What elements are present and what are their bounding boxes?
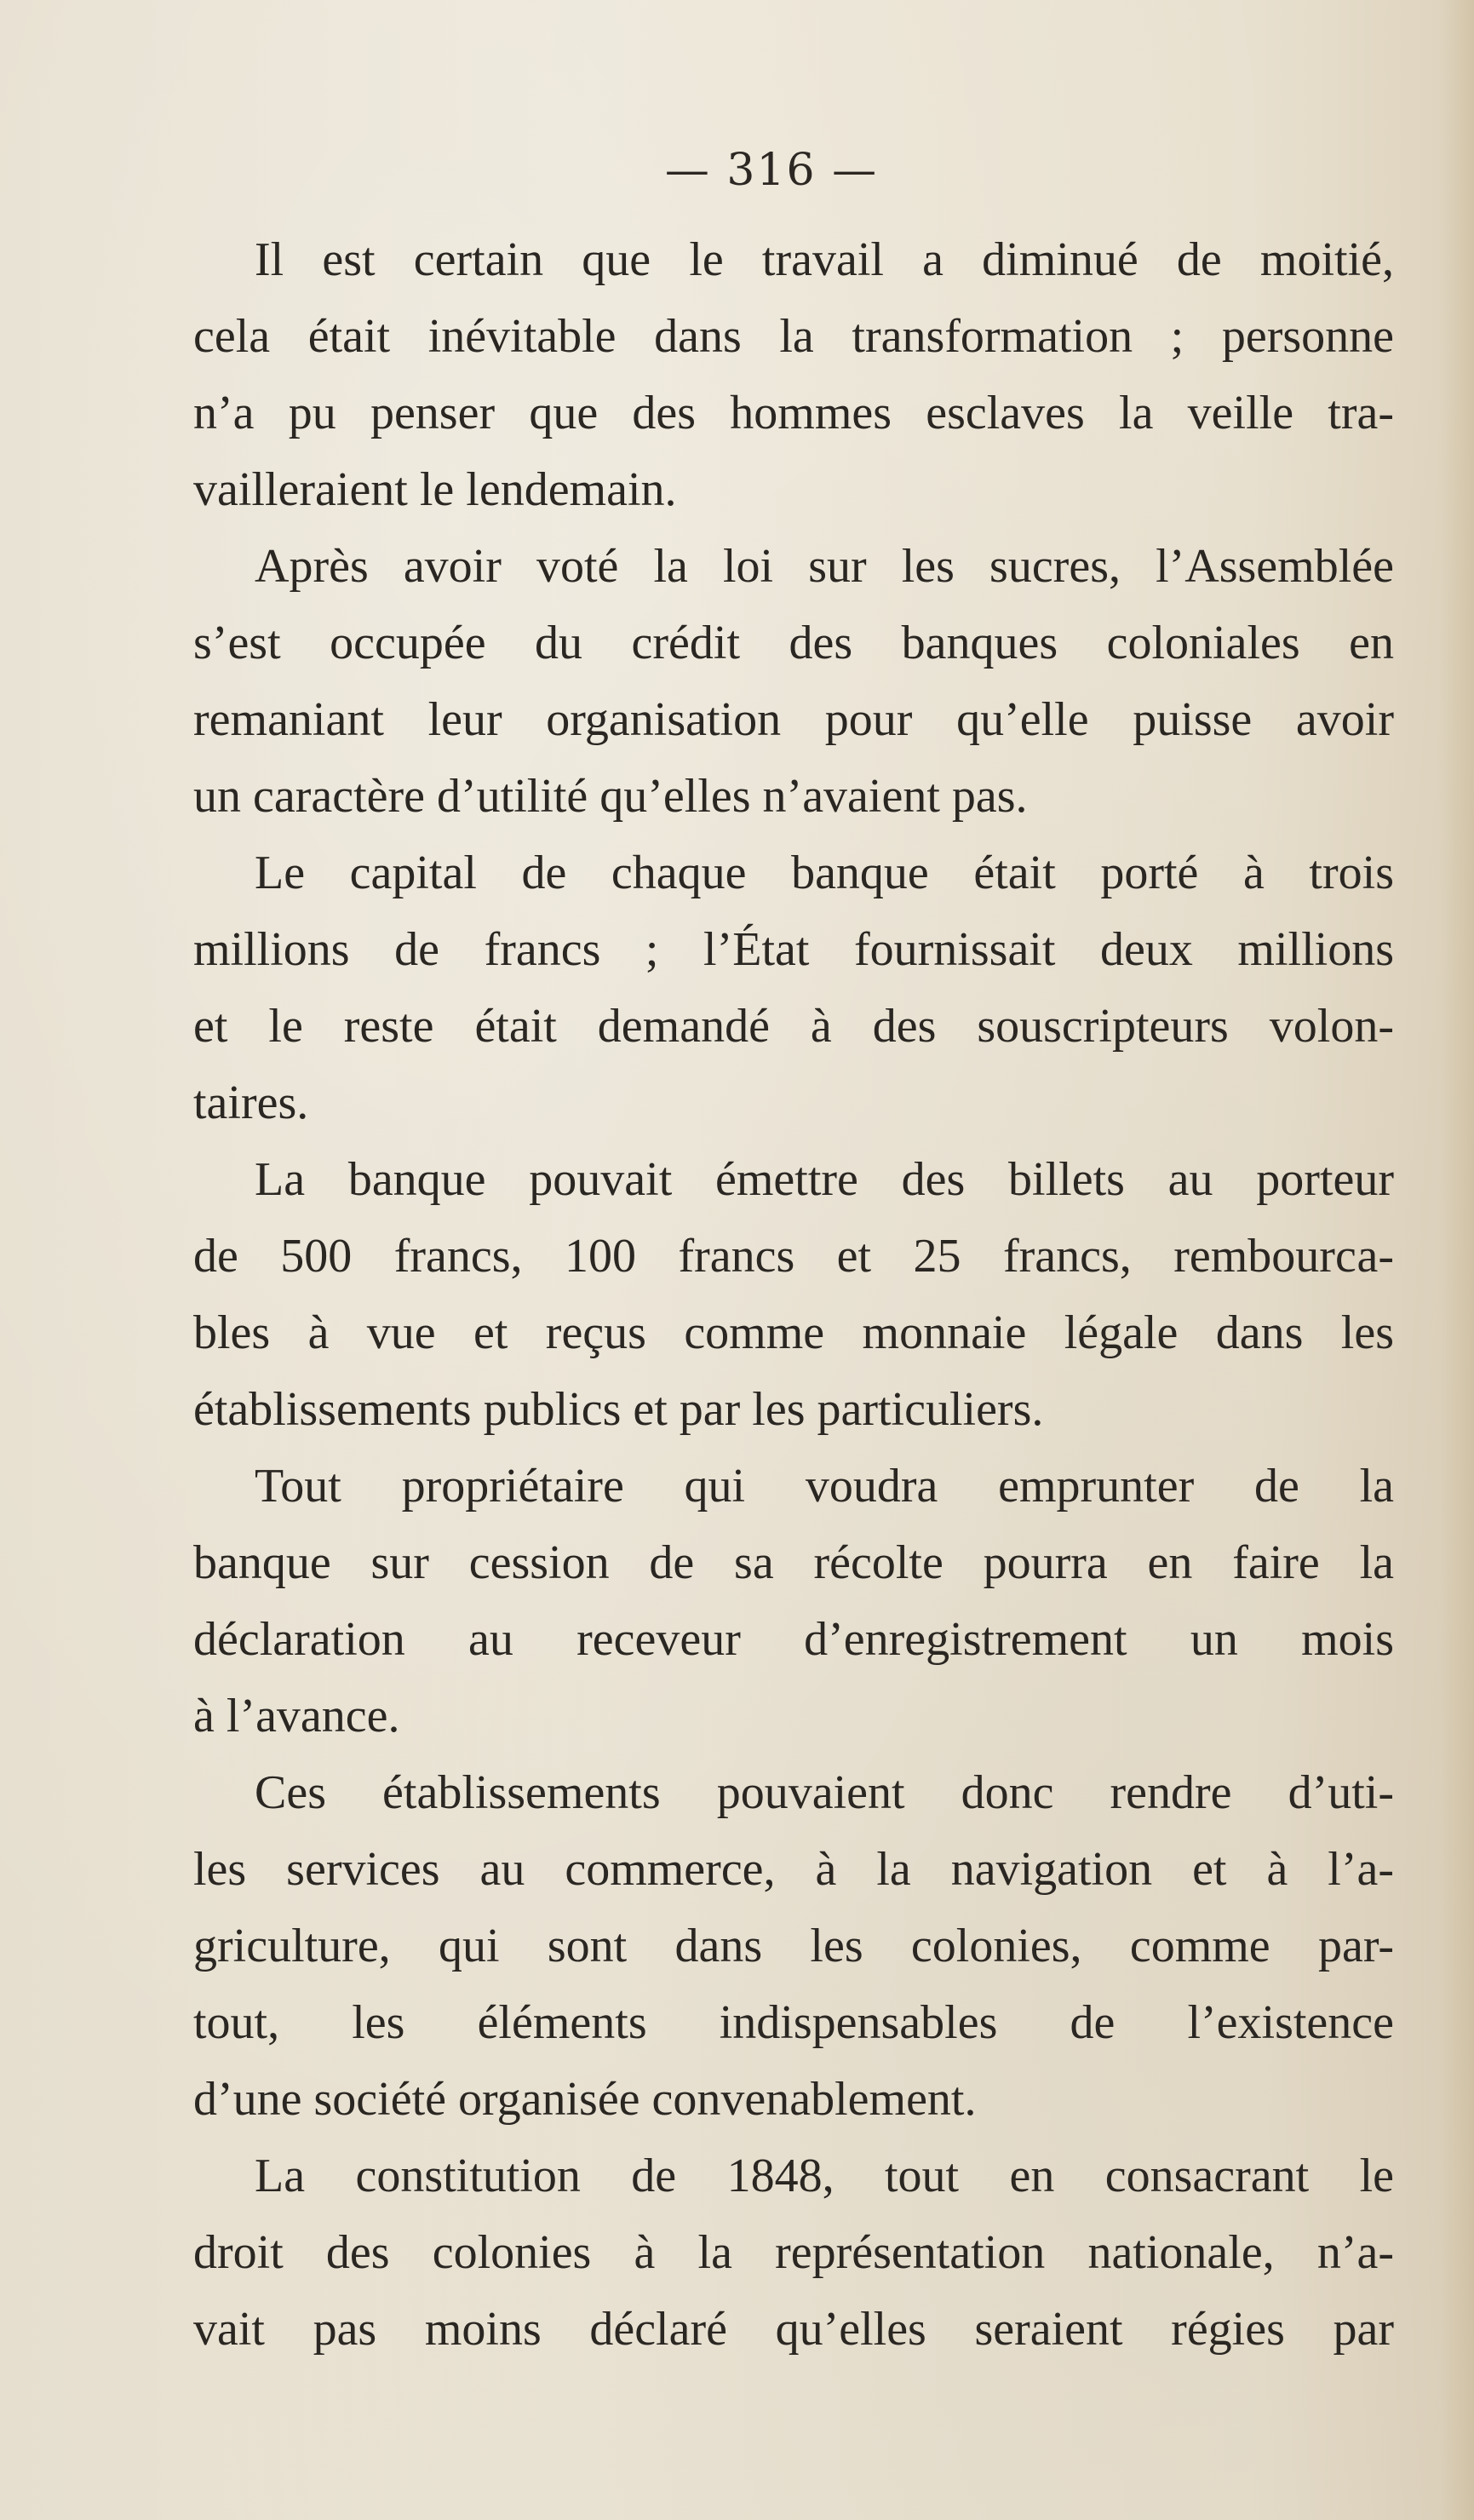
text-line: s’est occupée du crédit des banques coloniales en: [193, 617, 1394, 669]
text-line: les services au commerce, à la navigation et à l’a-: [193, 1843, 1394, 1896]
text-line: banque sur cession de sa récolte pourra en faire la: [193, 1536, 1394, 1589]
paragraph: [193, 528, 1394, 835]
page-edge-shadow: [1440, 0, 1474, 2520]
text-line: cela était inévitable dans la transformation ; personne: [193, 310, 1394, 363]
text-line: vait pas moins déclaré qu’elles seraient régies par: [193, 2303, 1394, 2356]
paragraph: [193, 1754, 1394, 2138]
text-line: tout, les éléments indispensables de l’existence: [193, 1996, 1394, 2049]
text-line: La constitution de 1848, tout en consacrant le: [255, 2150, 1394, 2202]
text-line: taires.: [193, 1076, 309, 1129]
text-line: un caractère d’utilité qu’elles n’avaient pas.: [193, 770, 1028, 823]
text-line: établissements publics et par les particuliers.: [193, 1383, 1044, 1436]
text-line: remaniant leur organisation pour qu’elle puisse avoir: [193, 693, 1394, 746]
paragraph: [193, 2138, 1394, 2368]
page-number: — 316 —: [664, 145, 879, 196]
text-line: droit des colonies à la représentation nationale, n’a-: [193, 2226, 1394, 2279]
text-line: Il est certain que le travail a diminué de moitié,: [255, 233, 1394, 286]
paragraph: [193, 1448, 1394, 1754]
text-line: Après avoir voté la loi sur les sucres, l’Assemblée: [255, 540, 1394, 593]
text-line: vailleraient le lendemain.: [193, 463, 677, 516]
body-text: [193, 221, 1394, 2368]
text-line: griculture, qui sont dans les colonies, comme par-: [193, 1920, 1394, 1972]
text-line: d’une société organisée convenablement.: [193, 2073, 977, 2126]
text-line: à l’avance.: [193, 1690, 400, 1742]
text-line: millions de francs ; l’État fournissait deux millions: [193, 923, 1394, 976]
paragraph: [193, 1141, 1394, 1448]
paragraph: [193, 221, 1394, 528]
text-line: Le capital de chaque banque était porté à trois: [255, 847, 1394, 899]
text-line: Ces établissements pouvaient donc rendre d’uti-: [255, 1766, 1394, 1819]
paragraph: [193, 835, 1394, 1141]
text-line: Tout propriétaire qui voudra emprunter de la: [255, 1460, 1394, 1513]
text-line: La banque pouvait émettre des billets au porteur: [255, 1153, 1394, 1206]
text-line: de 500 francs, 100 francs et 25 francs, rembourса-: [193, 1230, 1394, 1283]
text-line: et le reste était demandé à des souscripteurs volon-: [193, 1000, 1394, 1053]
text-line: bles à vue et reçus comme monnaie légale dans les: [193, 1306, 1394, 1359]
text-line: n’a pu penser que des hommes esclaves la veille tra-: [193, 387, 1394, 439]
text-line: déclaration au receveur d’enregistrement un mois: [193, 1613, 1394, 1666]
